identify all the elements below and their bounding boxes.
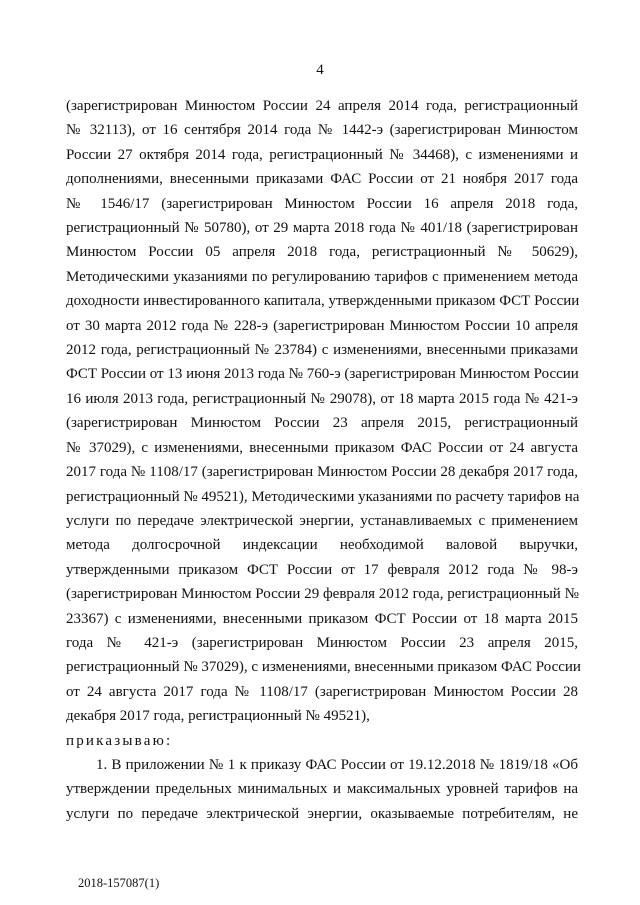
item-1-line: 1. В приложении № 1 к приказу ФАС России от 19.12.2018 № 1819/18 «Об xyxy=(96,756,578,773)
text-line: регистрационный № 37029), с изменениями, внесенными приказом ФАС России xyxy=(66,659,581,676)
text-line: ФСТ России от 13 июня 2013 года № 760-э (зарегистрирован Минюстом России xyxy=(66,366,579,383)
text-line: утвержденными приказом ФСТ России от 17 февраля 2012 года № 98-э xyxy=(66,561,578,578)
text-line: услуги по передаче электрической энергии, устанавливаемых с применением xyxy=(66,512,578,529)
text-line: декабря 2017 года, регистрационный № 49521), xyxy=(66,708,370,725)
text-line: Минюстом России 05 апреля 2018 года, регистрационный № 50629), xyxy=(66,244,578,261)
text-line: дополнениями, внесенными приказами ФАС России от 21 ноября 2017 года xyxy=(66,171,578,188)
text-line: 2017 года № 1108/17 (зарегистрирован Минюстом России 28 декабря 2017 года, xyxy=(66,464,578,481)
text-line: года № 421-э (зарегистрирован Минюстом России 23 апреля 2015, xyxy=(66,634,578,651)
document-body xyxy=(66,94,581,826)
text-line: регистрационный № 50780), от 29 марта 2018 года № 401/18 (зарегистрирован xyxy=(66,220,578,237)
text-line: 23367) с изменениями, внесенными приказом ФСТ России от 18 марта 2015 xyxy=(66,610,578,627)
text-line: № 37029), с изменениями, внесенными приказом ФАС России от 24 августа xyxy=(66,439,578,456)
page-number: 4 xyxy=(316,62,324,78)
text-line: доходности инвестированного капитала, утвержденными приказом ФСТ России xyxy=(66,293,580,310)
text-line: (зарегистрирован Минюстом России 29 февраля 2012 года, регистрационный № xyxy=(66,586,579,603)
text-line: от 24 августа 2017 года № 1108/17 (зарегистрирован Минюстом России 28 xyxy=(66,683,578,700)
text-line: № 32113), от 16 сентября 2014 года № 1442-э (зарегистрирован Минюстом xyxy=(66,122,578,139)
text-line: 16 июля 2013 года, регистрационный № 29078), от 18 марта 2015 года № 421-э xyxy=(66,390,578,407)
text-line: (зарегистрирован Минюстом России 24 апреля 2014 года, регистрационный xyxy=(66,98,578,114)
text-line: метода долгосрочной индексации необходимой валовой выручки, xyxy=(66,537,578,554)
text-line: России 27 октября 2014 года, регистрационный № 34468), с изменениями и xyxy=(66,146,578,163)
footer-document-code: 2018-157087(1) xyxy=(78,876,160,890)
text-line: № 1546/17 (зарегистрирован Минюстом России 16 апреля 2018 года, xyxy=(66,195,578,212)
text-line: регистрационный № 49521), Методическими указаниями по расчету тарифов на xyxy=(66,488,580,505)
text-line: Методическими указаниями по регулированию тарифов с применением метода xyxy=(66,268,578,285)
text-line: (зарегистрирован Минюстом России 23 апреля 2015, регистрационный xyxy=(66,415,578,432)
order-word: приказываю: xyxy=(66,732,173,749)
text-line: от 30 марта 2012 года № 228-э (зарегистрирован Минюстом России 10 апреля xyxy=(66,317,578,334)
item-1-line: утверждении предельных минимальных и максимальных уровней тарифов на xyxy=(66,781,578,798)
text-line: 2012 года, регистрационный № 23784) с изменениями, внесенными приказами xyxy=(66,342,578,359)
item-1-line: услуги по передаче электрической энергии, оказываемые потребителям, не xyxy=(66,805,578,822)
